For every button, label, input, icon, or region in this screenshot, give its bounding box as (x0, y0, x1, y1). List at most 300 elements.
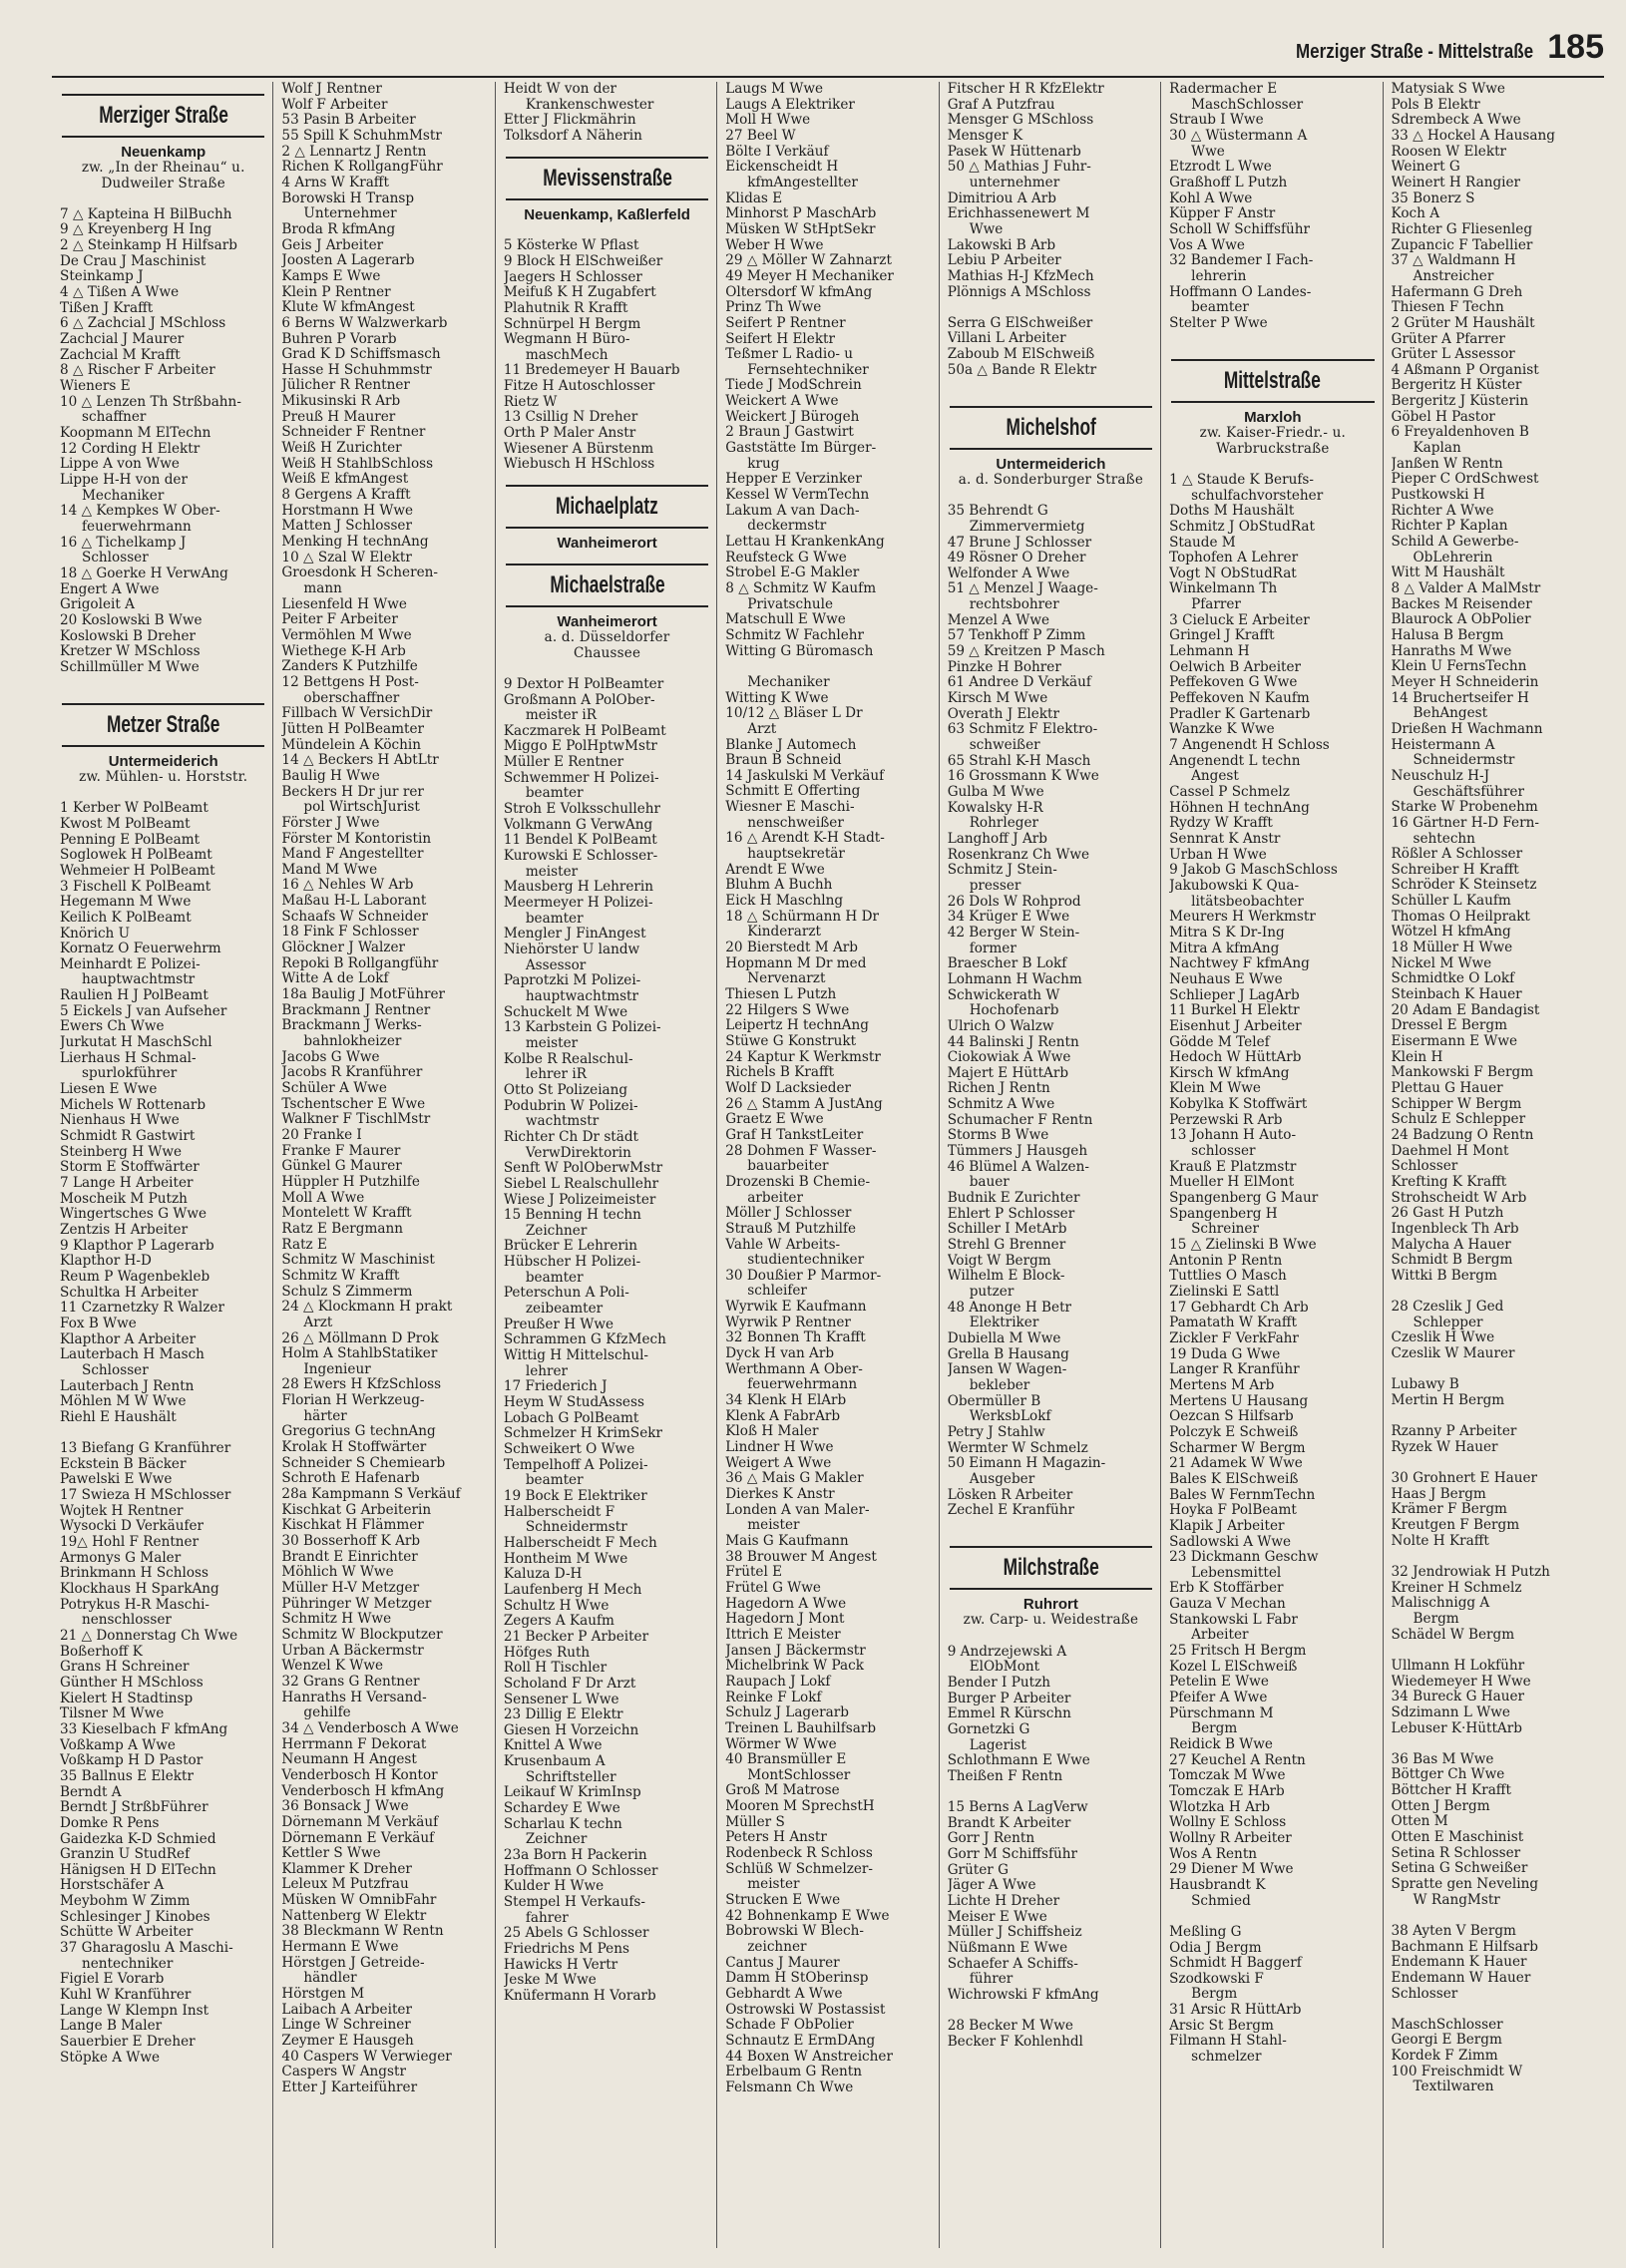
resident-entry: 24 Badzung O Rentn (1391, 1127, 1534, 1143)
resident-entry: 50 Eimann H Magazin- (947, 1456, 1106, 1472)
resident-entry: Friedrichs M Pens (503, 1942, 629, 1957)
resident-entry: Wolf J Rentner (281, 82, 382, 97)
resident-entry: Tschentscher E Wwe (281, 1096, 426, 1112)
resident-entry: 2 Grüter M Haushält (1391, 315, 1535, 331)
resident-entry: Kozel L ElSchweiß (1169, 1659, 1298, 1675)
resident-entry: Schwemmer H Polizei- (503, 770, 659, 786)
resident-entry: 32 Grans G Rentner (281, 1674, 420, 1690)
resident-entry: Pühringer W Metzger (281, 1596, 432, 1612)
resident-entry: Klein P Rentner (281, 284, 391, 300)
resident-entry: Wyrwik E Kaufmann (725, 1300, 867, 1316)
resident-entry: Klapthor A Arbeiter (60, 1331, 197, 1347)
resident-entry: Moll H Wwe (725, 113, 811, 129)
resident-entry: Matysiak S Wwe (1391, 82, 1505, 97)
spacer (948, 2004, 1154, 2020)
resident-entry: Emmel R Kürschn (947, 1706, 1071, 1722)
resident-entry: Leikauf W KrimInsp (503, 1785, 641, 1801)
street-location: a. d. Sonderburger Straße (958, 472, 1144, 488)
resident-entry: 33 △ Hockel A Hausang (1391, 128, 1555, 144)
spacer (948, 1785, 1154, 1801)
resident-entry: Schumacher F Rentn (947, 1112, 1093, 1128)
street-location: zw. „In der Rheinau“ u. (81, 160, 245, 176)
resident-entry: Langhoff J Arb (947, 831, 1047, 847)
resident-entry: Richels B Krafft (725, 1065, 835, 1081)
resident-entry: 27 Beel W (725, 128, 796, 144)
resident-entry: 16 Grossmann K Wwe (947, 769, 1099, 785)
resident-entry: Kloß H Maler (725, 1424, 819, 1440)
entry-continuation: Elektriker (969, 1316, 1039, 1331)
resident-entry: Pieper C OrdSchwest (1391, 472, 1539, 488)
spacer (948, 1519, 1154, 1535)
resident-entry: Halberscheidt F (503, 1504, 615, 1520)
resident-entry: Pamatath W Krafft (1169, 1316, 1298, 1331)
resident-entry: Lebiu P Arbeiter (947, 253, 1061, 269)
spacer (1169, 457, 1376, 473)
resident-entry: Eckstein B Bäcker (60, 1456, 187, 1472)
resident-entry: 12 Cording H Elektr (60, 441, 201, 457)
street-location: Dudweiler Straße (101, 175, 225, 191)
resident-entry: Keilich K PolBeamt (60, 910, 192, 926)
entry-continuation: Zeichner (525, 1223, 588, 1239)
resident-entry: Zachcial J Maurer (60, 332, 185, 348)
resident-entry: 25 Abels G Schlosser (503, 1926, 649, 1942)
resident-entry: Soglowek H PolBeamt (60, 848, 212, 864)
resident-entry: Koopmann M ElTechn (60, 425, 211, 441)
resident-entry: 51 △ Menzel J Waage- (947, 581, 1098, 597)
resident-entry: Sensener L Wwe (503, 1692, 619, 1707)
resident-entry: Schulz E Schlepper (1391, 1112, 1526, 1128)
resident-entry: Schreiber H Krafft (1391, 862, 1519, 878)
resident-entry: 6 Freyaldenhoven B (1391, 425, 1529, 441)
resident-entry: Pasek W Hüttenarb (947, 144, 1081, 160)
resident-entry: Ostrowski W Postassist (725, 2002, 886, 2018)
resident-entry: Winkelmann Th (1169, 581, 1278, 597)
spacer (948, 489, 1154, 505)
resident-entry: 28a Kampmann S Verkäuf (281, 1487, 461, 1503)
resident-entry: Blanke J Automech (725, 737, 857, 753)
resident-entry: Endemann W Hauer (1391, 1970, 1531, 1986)
entry-continuation: bahnlokheizer (303, 1034, 402, 1050)
resident-entry: Kurowski E Schlosser- (503, 849, 658, 865)
resident-entry: Jakubowski K Qua- (1169, 878, 1300, 894)
resident-entry: 23a Born H Packerin (503, 1848, 647, 1864)
street-name: Metzer Straße (107, 711, 220, 739)
entry-continuation: fahrer (525, 1910, 569, 1926)
resident-entry: Frütel E (725, 1565, 783, 1581)
resident-entry: Meurers H Werkmstr (1169, 910, 1316, 926)
resident-entry: 57 Tenkhoff P Zimm (947, 628, 1086, 644)
entry-continuation: meister (747, 1518, 800, 1534)
resident-entry: Schüller L Kaufm (1391, 894, 1511, 910)
resident-entry: Gauza V Mechan (1169, 1597, 1286, 1613)
resident-entry: 20 Franke I (281, 1127, 362, 1143)
spacer (1392, 2002, 1598, 2018)
resident-entry: Bales K ElSchweiß (1169, 1471, 1299, 1487)
resident-entry: Schiller I MetArb (947, 1222, 1067, 1238)
resident-entry: Stankowski L Fabr (1169, 1612, 1298, 1628)
resident-entry: Mündelein A Köchin (281, 737, 421, 753)
resident-entry: Sennrat K Anstr (1169, 831, 1281, 847)
street-heading (950, 1546, 1152, 1590)
entry-continuation: sehtechn (1413, 831, 1475, 847)
resident-entry: 32 Bonnen Th Krafft (725, 1330, 866, 1346)
entry-continuation: Privatschule (747, 596, 833, 612)
resident-entry: 47 Brune J Schlosser (947, 535, 1092, 551)
resident-entry: Czeslik H Wwe (1391, 1330, 1495, 1346)
entry-continuation: bauarbeiter (747, 1159, 829, 1175)
resident-entry: Höhnen H technAng (1169, 800, 1310, 816)
resident-entry: Glöckner J Walzer (281, 941, 405, 956)
entry-continuation: meister (747, 1877, 800, 1893)
resident-entry: Eisermann E Wwe (1391, 1034, 1518, 1050)
resident-entry: Rodenbeck R Schloss (725, 1846, 873, 1862)
entry-continuation: Arzt (747, 721, 777, 737)
resident-entry: Stüwe G Konstrukt (725, 1033, 857, 1049)
entry-continuation: hauptwachtmstr (525, 988, 639, 1004)
directory-column (1383, 82, 1604, 2248)
resident-entry: Wegmann H Büro- (503, 332, 630, 348)
resident-entry: Ingenbleck Th Arb (1391, 1221, 1519, 1237)
resident-entry: Kwost M PolBeamt (60, 816, 191, 832)
resident-entry: 4 Arns W Krafft (281, 175, 389, 190)
resident-entry: 26 Gast H Putzh (1391, 1206, 1504, 1222)
resident-entry: 9 Jakob G MaschSchloss (1169, 863, 1338, 879)
resident-entry: Etter J Karteiführer (281, 2080, 418, 2095)
resident-entry: Roll H Tischler (503, 1661, 608, 1677)
resident-entry: 28 Czeslik J Ged (1391, 1300, 1504, 1316)
resident-entry: 42 Bohnenkamp E Wwe (725, 1908, 890, 1924)
resident-entry: Voigt W Bergm (947, 1253, 1051, 1269)
street-location: Chaussee (573, 644, 641, 661)
resident-entry: Sauerbier E Dreher (60, 2035, 196, 2051)
resident-entry: Wiethege K-H Arb (281, 643, 406, 659)
resident-entry: Fox B Wwe (60, 1316, 137, 1331)
resident-entry: Dierkes K Anstr (725, 1487, 835, 1502)
resident-entry: Heistermann A (1391, 737, 1495, 753)
resident-entry: 37 Gharagoslu A Maschi- (60, 1941, 233, 1957)
resident-entry: 28 Becker M Wwe (947, 2019, 1073, 2035)
entry-continuation: lehrerin (1191, 268, 1247, 284)
resident-entry: Lohmann H Wachm (947, 971, 1082, 987)
resident-entry: Schaafs W Schneider (281, 909, 429, 925)
resident-entry: Schild A Gewerbe- (1391, 535, 1519, 551)
entry-continuation: bauer (969, 1175, 1010, 1191)
resident-entry: Kolbe R Realschul- (503, 1051, 633, 1067)
resident-entry: Mitra A kfmAng (1169, 941, 1280, 956)
resident-entry: Otten E Maschinist (1391, 1830, 1524, 1846)
resident-entry: Penning E PolBeamt (60, 832, 201, 848)
resident-entry: Horstschäfer A (60, 1878, 165, 1894)
resident-entry: Broda R kfmAng (281, 221, 396, 237)
resident-entry: Teßmer L Radio- u (725, 347, 854, 363)
resident-entry: Scharmer W Bergm (1169, 1440, 1306, 1456)
resident-entry: 13 Johann H Auto- (1169, 1128, 1297, 1144)
resident-entry: Fitze H Autoschlosser (503, 379, 655, 395)
resident-entry: Böttger Ch Wwe (1391, 1767, 1505, 1783)
resident-entry: 2 △ Steinkamp H Hilfsarb (60, 238, 237, 254)
entry-continuation: Geschäftsführer (1413, 784, 1524, 800)
entry-continuation: schlosser (1191, 1144, 1256, 1160)
resident-entry: Mand F Angestellter (281, 847, 424, 863)
resident-entry: Thiesen L Putzh (725, 987, 837, 1002)
resident-entry: Spangenberg G Maur (1169, 1191, 1319, 1207)
resident-entry: Mensger K (947, 128, 1023, 144)
resident-entry: Schütte W Arbeiter (60, 1925, 194, 1941)
resident-entry: Mathias H-J KfzMech (947, 268, 1094, 284)
entry-continuation: nenschweißer (747, 815, 844, 831)
resident-entry: Jurkutat H MaschSchl (60, 1035, 212, 1051)
resident-entry: Lauterbach J Rentn (60, 1378, 195, 1394)
entry-continuation: rechtsbohrer (969, 597, 1059, 613)
resident-entry: Förster J Wwe (281, 815, 380, 831)
resident-entry: Braescher B Lokf (947, 956, 1067, 972)
resident-entry: Ittrich E Meister (725, 1627, 841, 1643)
resident-entry: Maßau H-L Laborant (281, 894, 427, 910)
resident-entry: Möller J Schlosser (725, 1206, 852, 1222)
resident-entry: Giesen H Vorzeichn (503, 1722, 639, 1738)
resident-entry: 22 Hilgers S Wwe (725, 1002, 850, 1018)
resident-entry: Koch A (1391, 206, 1440, 222)
spacer (60, 675, 266, 691)
resident-entry: Weinert G (1391, 160, 1460, 176)
resident-entry: Grüter A Pfarrer (1391, 331, 1505, 347)
resident-entry: Hafermann G Dreh (1391, 284, 1523, 300)
resident-entry: Richter P Kaplan (1391, 519, 1508, 535)
resident-entry: 44 Balinski J Rentn (947, 1034, 1079, 1050)
resident-entry: Kielert H Stadtinsp (60, 1691, 194, 1706)
resident-entry: Graßhoff L Putzh (1169, 175, 1288, 190)
resident-entry: 21 Becker P Arbeiter (503, 1629, 649, 1645)
resident-entry: Günther H MSchloss (60, 1675, 203, 1691)
resident-entry: Nüßmann E Wwe (947, 1941, 1068, 1957)
resident-entry: Schaefer A Schiffs- (947, 1956, 1078, 1972)
resident-entry: Brandt K Arbeiter (947, 1815, 1071, 1831)
entry-continuation: Nervenarzt (747, 971, 826, 987)
resident-entry: Richter Ch Dr städt (503, 1129, 639, 1145)
resident-entry: Erichhassenewert M (947, 206, 1090, 222)
resident-entry: Möhlen M W Wwe (60, 1394, 187, 1410)
resident-entry: 33 Kieselbach F kfmAng (60, 1721, 228, 1737)
resident-entry: 32 Bandemer I Fach- (1169, 253, 1314, 269)
resident-entry: Krusenbaum A (503, 1754, 606, 1770)
resident-entry: Frütel G Wwe (725, 1580, 821, 1596)
entry-continuation: W RangMstr (1413, 1892, 1500, 1908)
resident-entry: 34 Bureck G Hauer (1391, 1690, 1525, 1705)
resident-entry: Wiesner E Maschi- (725, 800, 855, 816)
resident-entry: Florian H Werkzeug- (281, 1393, 425, 1409)
entry-continuation: Lagerist (969, 1737, 1026, 1753)
resident-entry: Schnautz E ErmDAng (725, 2033, 876, 2049)
resident-entry: Richen J Rentn (947, 1081, 1050, 1097)
resident-entry: Voßkamp H D Pastor (60, 1753, 203, 1769)
resident-entry: 27 Keuchel A Rentn (1169, 1752, 1306, 1768)
header-rule (52, 76, 1604, 78)
resident-entry: 46 Blümel A Walzen- (947, 1159, 1089, 1175)
resident-entry: 12 Bettgens H Post- (281, 674, 419, 690)
resident-entry: Strohscheidt W Arb (1391, 1190, 1527, 1206)
resident-entry: Brinkmann H Schloss (60, 1566, 208, 1582)
resident-entry: Liesenfeld H Wwe (281, 596, 407, 612)
resident-entry: Borowski H Transp (281, 190, 415, 206)
resident-entry: Rößler A Schlosser (1391, 847, 1523, 863)
street-name: Mevissenstraße (542, 164, 672, 191)
resident-entry: Setina R Schlosser (1391, 1845, 1521, 1861)
resident-entry: Storms B Wwe (947, 1128, 1049, 1144)
resident-entry: 21 Adamek W Wwe (1169, 1456, 1303, 1472)
resident-entry: Vos A Wwe (1169, 237, 1245, 253)
resident-entry: Buhren P Vorarb (281, 331, 397, 347)
resident-entry: Rosenkranz Ch Wwe (947, 847, 1090, 863)
resident-entry: 23 Dickmann Geschw (1169, 1550, 1319, 1566)
resident-entry: 9 △ Kreyenberg H Ing (60, 222, 212, 238)
entry-continuation: Arbeiter (1191, 1628, 1249, 1644)
resident-entry: Lierhaus H Schmal- (60, 1050, 197, 1066)
entry-continuation: litätsbeobachter (1191, 894, 1304, 910)
resident-entry: 14 Jaskulski M Verkäuf (725, 768, 885, 784)
resident-entry: Laufenberg H Mech (503, 1582, 642, 1598)
resident-entry: Lebuser K·HüttArb (1391, 1720, 1522, 1736)
resident-entry: 49 Rösner O Dreher (947, 551, 1086, 567)
spacer (1392, 1409, 1598, 1425)
resident-entry: Damm H StOberinsp (725, 1971, 869, 1987)
resident-entry: 44 Boxen W Anstreicher (725, 2049, 893, 2065)
resident-entry: Schmitt E Offerting (725, 784, 861, 800)
resident-entry: Oltersdorf W kfmAng (725, 284, 873, 300)
resident-entry: Wollny R Arbeiter (1169, 1830, 1292, 1846)
resident-entry: 15 Benning H techn (503, 1208, 641, 1224)
resident-entry: Stempel H Verkaufs- (503, 1895, 645, 1911)
resident-entry: Brackmann J Werks- (281, 1018, 422, 1034)
district-name: Ruhrort (1022, 1596, 1078, 1614)
resident-entry: Schüler A Wwe (281, 1081, 387, 1096)
street-heading (506, 157, 708, 200)
resident-entry: Halberscheidt F Mech (503, 1535, 657, 1551)
resident-entry: 38 Brouwer M Angest (725, 1549, 877, 1565)
entry-continuation: former (969, 941, 1016, 956)
resident-entry: Hontheim M Wwe (503, 1551, 628, 1567)
entry-continuation: BehAngest (1413, 706, 1488, 722)
resident-entry: Janßen W Rentn (1391, 456, 1503, 472)
resident-entry: 21 △ Donnerstag Ch Wwe (60, 1628, 238, 1644)
resident-entry: Weiß H StahlbSchloss (281, 456, 434, 472)
resident-entry: 2 △ Lennartz J Rentn (281, 144, 427, 160)
resident-entry: Weickert J Bürogeh (725, 409, 860, 425)
resident-entry: Weber H Wwe (725, 237, 824, 253)
district-name: Untermeiderich (108, 753, 218, 771)
resident-entry: Pols B Elektr (1391, 97, 1480, 113)
resident-entry: Reum P Wagenbekleb (60, 1269, 210, 1285)
resident-entry: Rzanny P Arbeiter (1391, 1424, 1517, 1440)
entry-continuation: zeichner (747, 1940, 807, 1956)
resident-entry: Kulder H Wwe (503, 1879, 605, 1895)
resident-entry: Domke R Pens (60, 1815, 160, 1831)
resident-entry: Hanraths M Wwe (1391, 643, 1512, 659)
resident-entry: Dimitriou A Arb (947, 190, 1056, 206)
entry-continuation: Anstreicher (1413, 268, 1494, 284)
resident-entry: Müsken W OmnibFahr (281, 1893, 437, 1909)
resident-entry: De Crau J Maschinist (60, 253, 206, 269)
street-location: zw. Carp- u. Weidestraße (963, 1612, 1139, 1629)
resident-entry: Franke F Maurer (281, 1143, 401, 1159)
resident-entry: Schillmüller M Wwe (60, 659, 200, 675)
spacer (1392, 1549, 1598, 1565)
resident-entry: MaschSchlosser (1391, 2017, 1503, 2033)
entry-continuation: Bergm (1413, 1612, 1459, 1627)
entry-continuation: beamter (525, 911, 584, 927)
resident-entry: Hörstgen M (281, 1987, 365, 2003)
resident-entry: Caspers W Angstr (281, 2065, 406, 2080)
district-name: Untermeiderich (996, 456, 1106, 473)
street-heading (506, 564, 708, 607)
entry-continuation: Krankenschwester (525, 97, 654, 113)
street-heading (62, 94, 264, 138)
resident-entry: Bender I Putzh (947, 1675, 1051, 1691)
entry-continuation: studientechniker (747, 1253, 865, 1269)
resident-entry: Scholand F Dr Arzt (503, 1676, 636, 1692)
resident-entry: Drozenski B Chemie- (725, 1174, 871, 1190)
resident-entry: 34 Krüger E Wwe (947, 910, 1070, 926)
resident-entry: Ratz E Bergmann (281, 1221, 404, 1237)
resident-entry: Szodkowski F (1169, 1971, 1264, 1987)
resident-entry: Eisenhut J Arbeiter (1169, 1018, 1302, 1034)
resident-entry: 35 Behrendt G (947, 504, 1048, 520)
resident-entry: Leleux M Putzfrau (281, 1877, 409, 1893)
resident-entry: 48 Anonge H Betr (947, 1300, 1072, 1316)
resident-entry: Schrammen G KfzMech (503, 1332, 666, 1348)
resident-entry: Boßerhoff K (60, 1644, 143, 1660)
resident-entry: Klammer K Dreher (281, 1861, 412, 1877)
resident-entry: 8 △ Schmitz W Kaufm (725, 581, 877, 596)
spacer (1169, 1909, 1376, 1925)
spacer (725, 659, 932, 675)
resident-entry: Tomczak M Wwe (1169, 1768, 1286, 1784)
resident-entry: Schneider S Chemiearb (281, 1455, 446, 1471)
resident-entry: Schmitz W Krafft (281, 1268, 400, 1284)
resident-entry: Erb K Stoffärber (1169, 1581, 1284, 1597)
resident-entry: Schipper W Bergm (1391, 1096, 1522, 1112)
entry-continuation: Schlosser (82, 1362, 149, 1378)
resident-entry: Otto St Polizeiang (503, 1082, 628, 1098)
resident-entry: Grigoleit A (60, 597, 135, 613)
entry-continuation: Bergm (1191, 1721, 1238, 1737)
resident-entry: 16 △ Nehles W Arb (281, 878, 414, 894)
resident-entry: Meinhardt E Polizei- (60, 956, 201, 972)
resident-entry: 10/12 △ Bläser L Dr (725, 706, 863, 722)
street-name: Merziger Straße (98, 102, 228, 129)
spacer (60, 191, 266, 207)
entry-continuation: Rohrleger (969, 816, 1038, 832)
resident-entry: Wichrowski F kfmAng (947, 1988, 1099, 2003)
resident-entry: Schlüß W Schmelzer- (725, 1861, 874, 1877)
resident-entry: Overath J Elektr (947, 706, 1059, 722)
resident-entry: Lichte H Dreher (947, 1894, 1060, 1910)
resident-entry: Straub I Wwe (1169, 113, 1264, 129)
resident-entry: Hörstgen J Getreide- (281, 1955, 425, 1971)
resident-entry: Lange B Maler (60, 2019, 163, 2035)
resident-entry: Knittel A Wwe (503, 1738, 603, 1754)
resident-entry: Ulrich O Walzw (947, 1018, 1054, 1034)
resident-entry: Hoffmann O Schlosser (503, 1863, 658, 1879)
resident-entry: 28 Ewers H KfzSchloss (281, 1377, 442, 1393)
resident-entry: Neuhaus E Wwe (1169, 971, 1283, 987)
resident-entry: Schultz H Wwe (503, 1598, 610, 1614)
spacer (1392, 1908, 1598, 1924)
resident-entry: Schlesinger J Kinobes (60, 1909, 210, 1925)
resident-entry: Weiß H Zurichter (281, 441, 402, 457)
directory-column (939, 82, 1160, 2248)
resident-entry: Hausbrandt K (1169, 1877, 1266, 1893)
resident-entry: Lange W Klempn Inst (60, 2003, 209, 2019)
